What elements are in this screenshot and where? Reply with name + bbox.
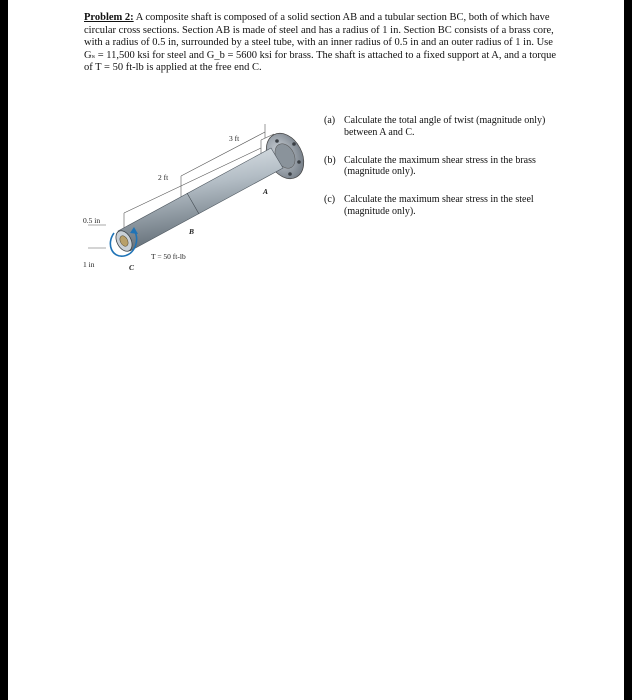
dimension-3ft: 3 ft xyxy=(229,134,240,143)
dimension-1in: 1 in xyxy=(83,260,95,269)
question-number: (b) xyxy=(324,154,336,166)
document-page xyxy=(8,0,624,700)
question-text: Calculate the maximum shear stress in the brass (magnitude only). xyxy=(344,154,536,178)
problem-heading: Problem 2: xyxy=(84,12,134,23)
label-a: A xyxy=(263,187,269,196)
problem-statement xyxy=(84,12,562,75)
question-item xyxy=(324,115,560,139)
label-c: C xyxy=(129,263,135,272)
label-b: B xyxy=(189,227,195,236)
shaft-body xyxy=(118,148,283,251)
dimension-0-5in: 0.5 in xyxy=(83,216,101,225)
question-text: Calculate the maximum shear stress in the steel (magnitude only). xyxy=(344,194,534,217)
problem-paragraph: A composite shaft is composed of a solid section AB and a tubular section BC, both of which have circular cross sections. Section AB is made of steel and has a radius of 1 in. Section BC consists of a brass core, with a radius of 0.5 in, surrounded by a steel tube, with an inner radius of 0.5 in and an outer radius of 1 in. Use Gₛ = 11,500 ksi for steel and G_b = 5600 ksi for brass. The shaft is attached to a fixed support at A, and a torque of T = 50 ft-lb is applied at the free end C. xyxy=(84,12,557,74)
question-item xyxy=(324,155,560,179)
question-number: (c) xyxy=(324,194,336,206)
question-text: Calculate the total angle of twist (magnitude only) between A and C. xyxy=(344,115,546,138)
question-number: (a) xyxy=(324,115,336,126)
question-item xyxy=(324,194,560,218)
dimension-2ft: 2 ft xyxy=(158,173,169,182)
shaft-figure xyxy=(80,110,320,280)
shaft-diagram xyxy=(80,110,320,280)
torque-label: T = 50 ft-lb xyxy=(151,252,186,261)
question-list xyxy=(324,115,560,234)
